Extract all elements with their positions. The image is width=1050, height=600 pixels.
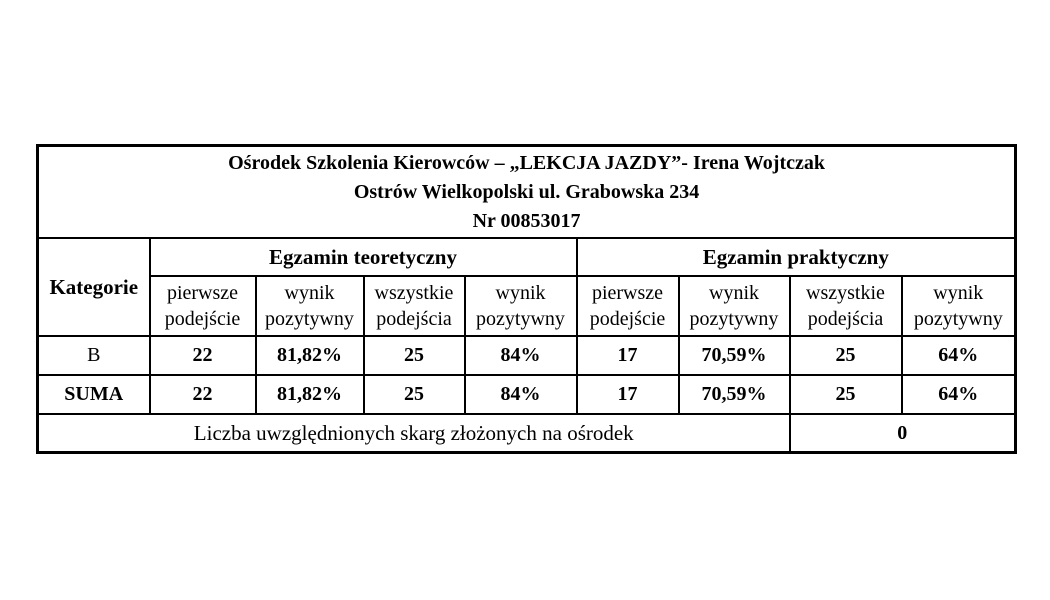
category-column-header: Kategorie xyxy=(38,238,150,336)
data-cell: 25 xyxy=(790,375,902,414)
data-cell: 22 xyxy=(150,375,256,414)
group-header-practice: Egzamin praktyczny xyxy=(577,238,1016,276)
group-header-theory: Egzamin teoretyczny xyxy=(150,238,577,276)
sub-header-theory-pass-rate-1: wynik pozytywny xyxy=(256,276,364,336)
complaints-label-cell: Liczba uwzględnionych skarg złożonych na ośrodek xyxy=(38,414,790,453)
data-cell: 81,82% xyxy=(256,336,364,375)
row-label-b: B xyxy=(38,336,150,375)
document-header-cell xyxy=(38,146,1016,239)
data-cell: 22 xyxy=(150,336,256,375)
data-cell: 17 xyxy=(577,336,679,375)
sub-header-theory-first-attempt: pierwsze podejście xyxy=(150,276,256,336)
sub-header-practice-all-attempts: wszystkie podejścia xyxy=(790,276,902,336)
data-cell: 25 xyxy=(364,375,465,414)
data-cell: 70,59% xyxy=(679,336,790,375)
sub-header-theory-pass-rate-2: wynik pozytywny xyxy=(465,276,577,336)
document-header-row xyxy=(38,146,1016,239)
data-cell: 17 xyxy=(577,375,679,414)
exam-results-table xyxy=(36,144,1017,454)
data-cell: 84% xyxy=(465,375,577,414)
complaints-value-cell: 0 xyxy=(790,414,1016,453)
data-cell: 64% xyxy=(902,336,1016,375)
sub-header-theory-all-attempts: wszystkie podejścia xyxy=(364,276,465,336)
data-cell: 70,59% xyxy=(679,375,790,414)
document-title-line3: Nr 00853017 xyxy=(472,209,581,232)
sub-header-practice-pass-rate-1: wynik pozytywny xyxy=(679,276,790,336)
data-cell: 84% xyxy=(465,336,577,375)
sub-header-practice-pass-rate-2: wynik pozytywny xyxy=(902,276,1016,336)
data-cell: 25 xyxy=(364,336,465,375)
data-cell: 25 xyxy=(790,336,902,375)
complaints-row xyxy=(38,414,1016,453)
sub-header-row xyxy=(38,276,1016,336)
data-cell: 81,82% xyxy=(256,375,364,414)
data-cell: 64% xyxy=(902,375,1016,414)
document-title-line1: Ośrodek Szkolenia Kierowców – „LEKCJA JAZDY”- Irena Wojtczak xyxy=(228,151,825,174)
sub-header-practice-first-attempt: pierwsze podejście xyxy=(577,276,679,336)
group-header-row xyxy=(38,238,1016,276)
table-row-category-b xyxy=(38,336,1016,375)
row-label-suma: SUMA xyxy=(38,375,150,414)
table-row-suma xyxy=(38,375,1016,414)
document-title-line2: Ostrów Wielkopolski ul. Grabowska 234 xyxy=(353,180,700,203)
